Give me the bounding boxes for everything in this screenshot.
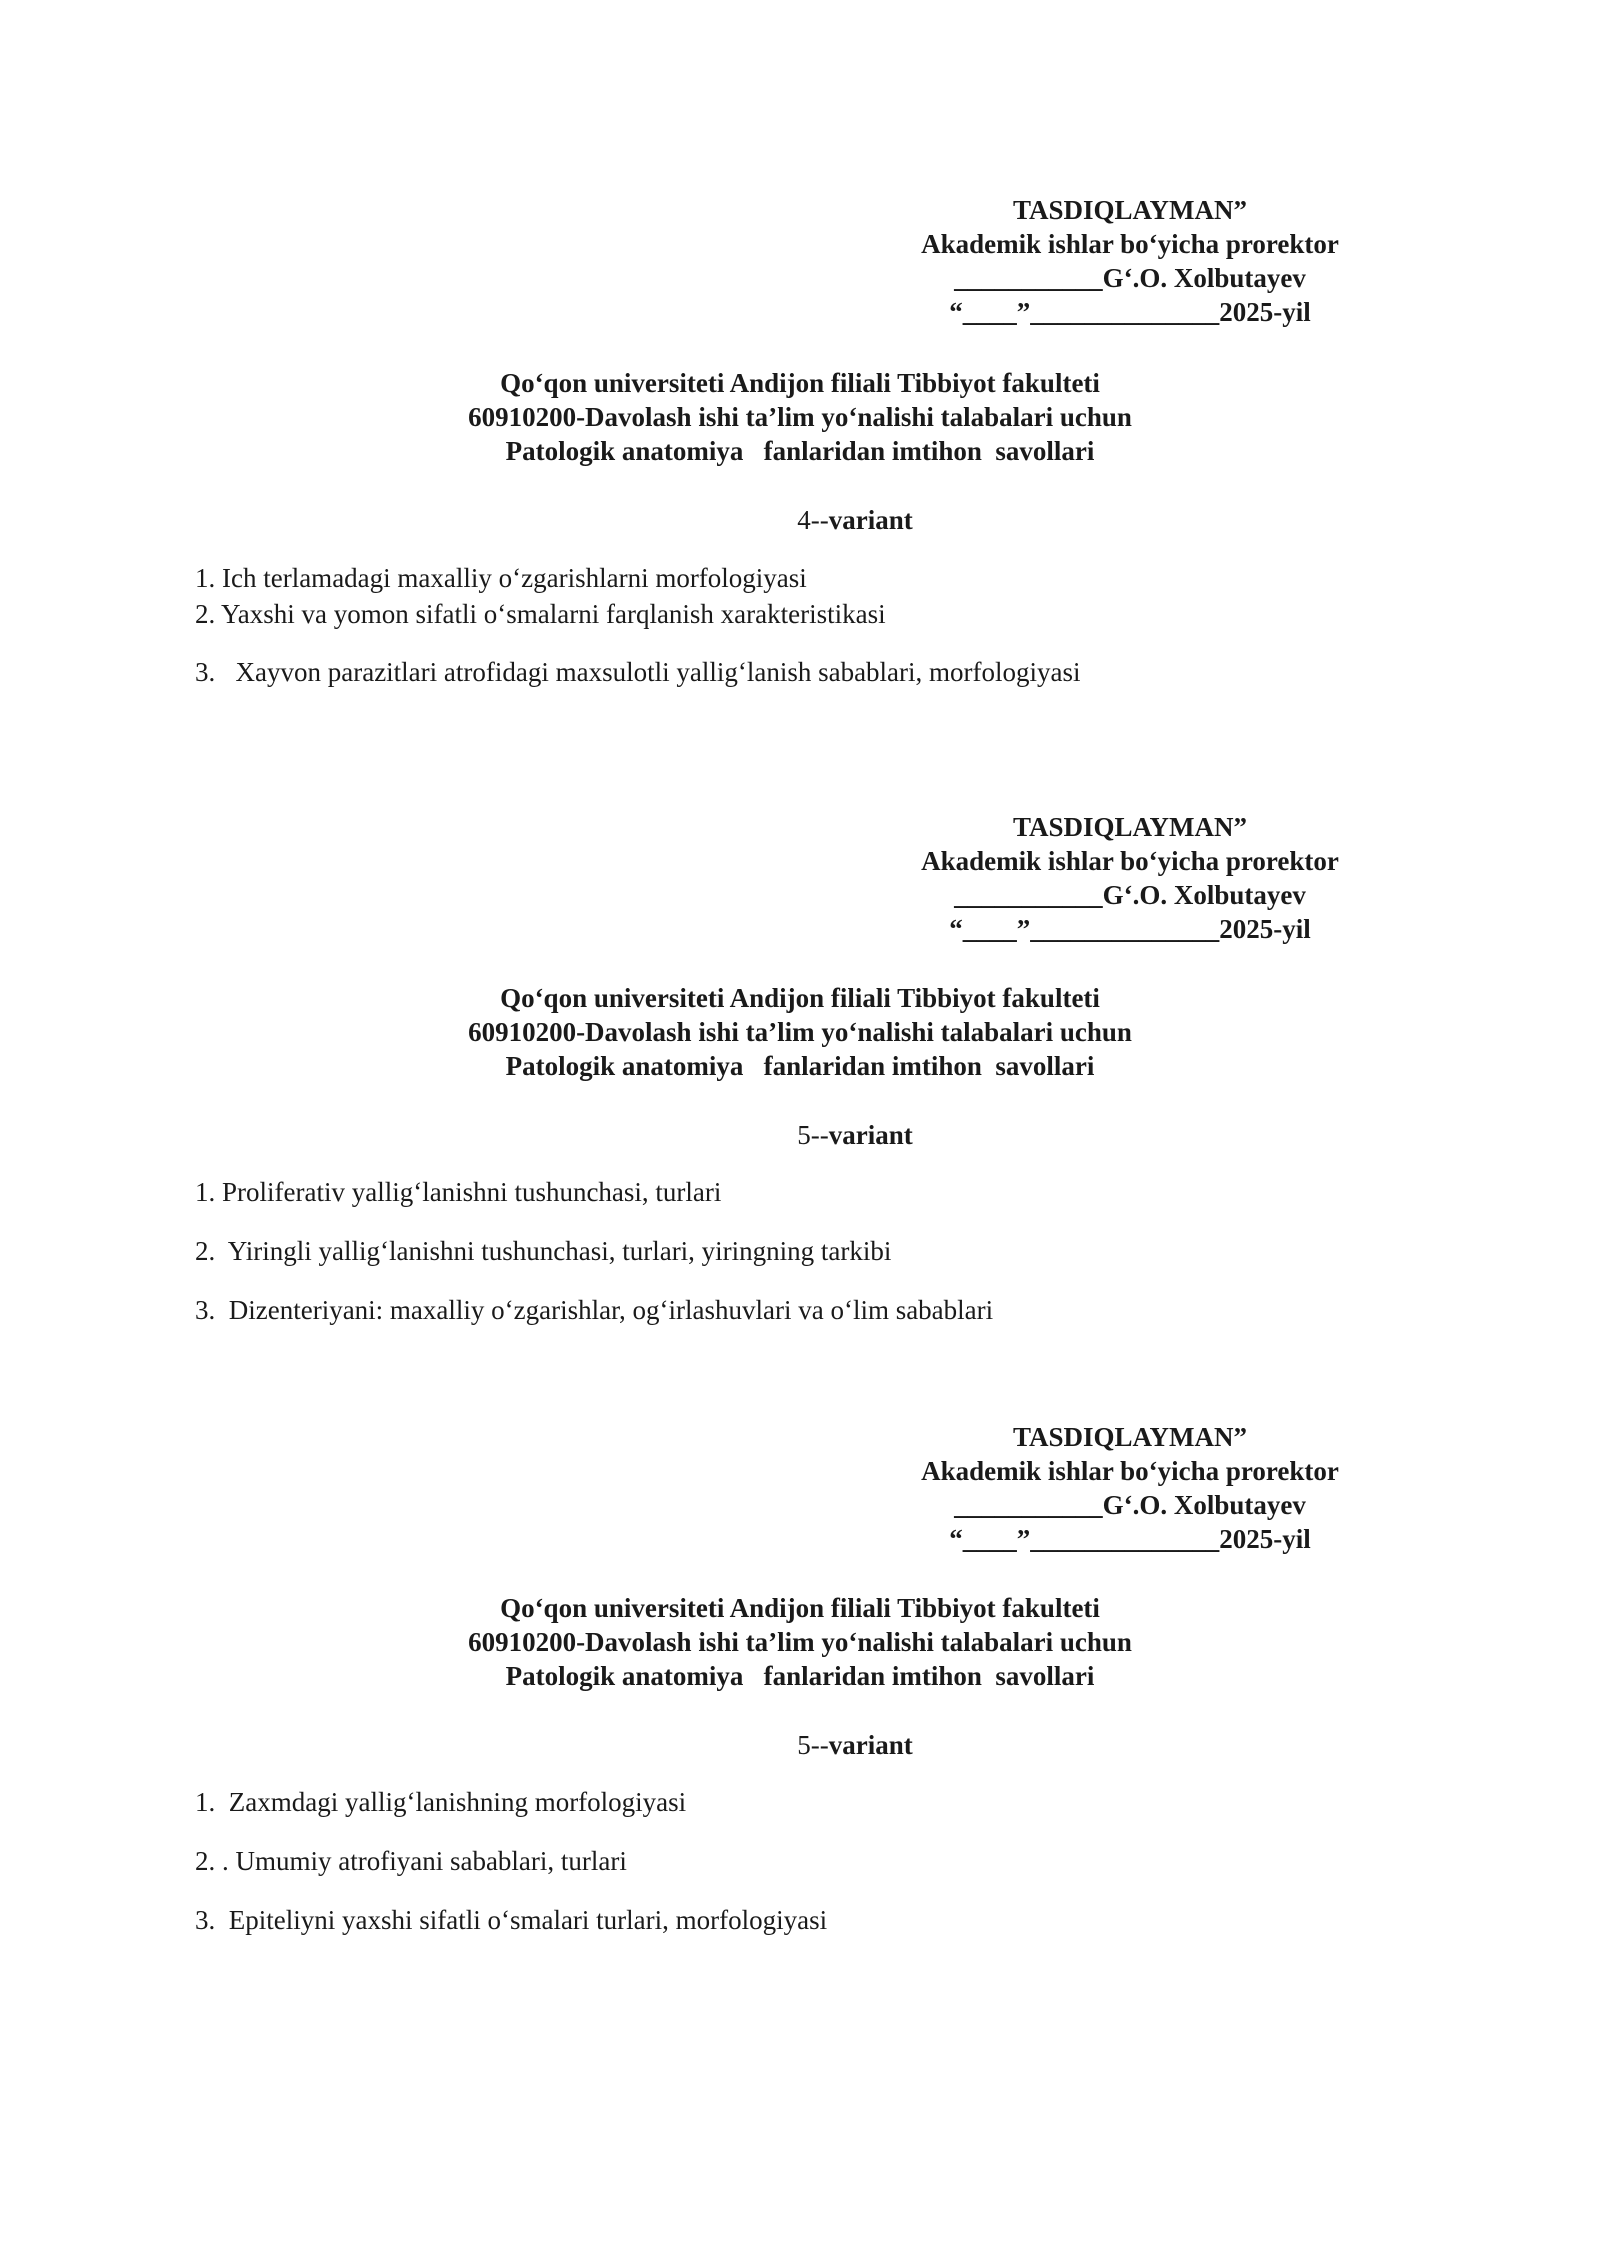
header-program: 60910200-Davolash ishi ta’lim yo‘nalishi talabalari uchun	[468, 1017, 1132, 1047]
variant-label: variant	[828, 505, 913, 535]
header-subject: Patologik anatomiya fanlaridan imtihon savollari	[505, 1661, 1095, 1691]
header-university: Qo‘qon universiteti Andijon filiali Tibbiyot fakulteti	[500, 1593, 1100, 1623]
approval-role: Akademik ishlar bo‘yicha prorektor	[921, 1456, 1339, 1486]
question-1: 1. Zaxmdagi yallig‘lanishning morfologiyasi	[195, 1787, 687, 1817]
header-university: Qo‘qon universiteti Andijon filiali Tibbiyot fakulteti	[500, 983, 1100, 1013]
approval-title: TASDIQLAYMAN”	[1012, 195, 1248, 225]
variant-title	[760, 1118, 950, 1152]
variant-title	[760, 1728, 950, 1762]
header-subject: Patologik anatomiya fanlaridan imtihon savollari	[505, 436, 1095, 466]
approval-stamp	[880, 810, 1380, 946]
header-program: 60910200-Davolash ishi ta’lim yo‘nalishi talabalari uchun	[468, 1627, 1132, 1657]
variant-label: variant	[828, 1120, 913, 1150]
approval-title: TASDIQLAYMAN”	[1012, 812, 1248, 842]
header-program: 60910200-Davolash ishi ta’lim yo‘nalishi talabalari uchun	[468, 402, 1132, 432]
question-2: 2. . Umumiy atrofiyani sabablari, turlari	[195, 1846, 627, 1876]
question-1: 1. Proliferativ yallig‘lanishni tushunchasi, turlari	[195, 1177, 722, 1207]
approval-stamp	[880, 1420, 1380, 1556]
header-subject: Patologik anatomiya fanlaridan imtihon savollari	[505, 1051, 1095, 1081]
question-3: 3. Xayvon parazitlari atrofidagi maxsulotli yallig‘lanish sabablari, morfologiyasi	[195, 657, 1081, 687]
header-university: Qo‘qon universiteti Andijon filiali Tibbiyot fakulteti	[500, 368, 1100, 398]
approval-role: Akademik ishlar bo‘yicha prorektor	[921, 229, 1339, 259]
question-2: 2. Yiringli yallig‘lanishni tushunchasi, turlari, yiringning tarkibi	[195, 1236, 892, 1266]
approval-date: “____”______________2025-yil	[949, 297, 1311, 327]
question-3: 3. Dizenteriyani: maxalliy o‘zgarishlar, og‘irlashuvlari va o‘lim sabablari	[195, 1295, 994, 1325]
exam-header	[300, 1591, 1300, 1693]
question-3: 3. Epiteliyni yaxshi sifatli o‘smalari turlari, morfologiyasi	[195, 1905, 828, 1935]
variant-number: 5--	[797, 1730, 829, 1760]
approval-date: “____”______________2025-yil	[949, 914, 1311, 944]
approval-signature: ___________G‘.O. Xolbutayev	[954, 1490, 1306, 1520]
approval-date: “____”______________2025-yil	[949, 1524, 1311, 1554]
question-2: 2. Yaxshi va yomon sifatli o‘smalarni farqlanish xarakteristikasi	[195, 599, 886, 629]
variant-number: 5--	[797, 1120, 829, 1150]
approval-signature: ___________G‘.O. Xolbutayev	[954, 880, 1306, 910]
question-1: 1. Ich terlamadagi maxalliy o‘zgarishlarni morfologiyasi	[195, 563, 807, 593]
approval-signature: ___________G‘.O. Xolbutayev	[954, 263, 1306, 293]
variant-label: variant	[828, 1730, 913, 1760]
exam-header	[300, 981, 1300, 1083]
approval-role: Akademik ishlar bo‘yicha prorektor	[921, 846, 1339, 876]
approval-title: TASDIQLAYMAN”	[1012, 1422, 1248, 1452]
variant-number: 4--	[797, 505, 829, 535]
